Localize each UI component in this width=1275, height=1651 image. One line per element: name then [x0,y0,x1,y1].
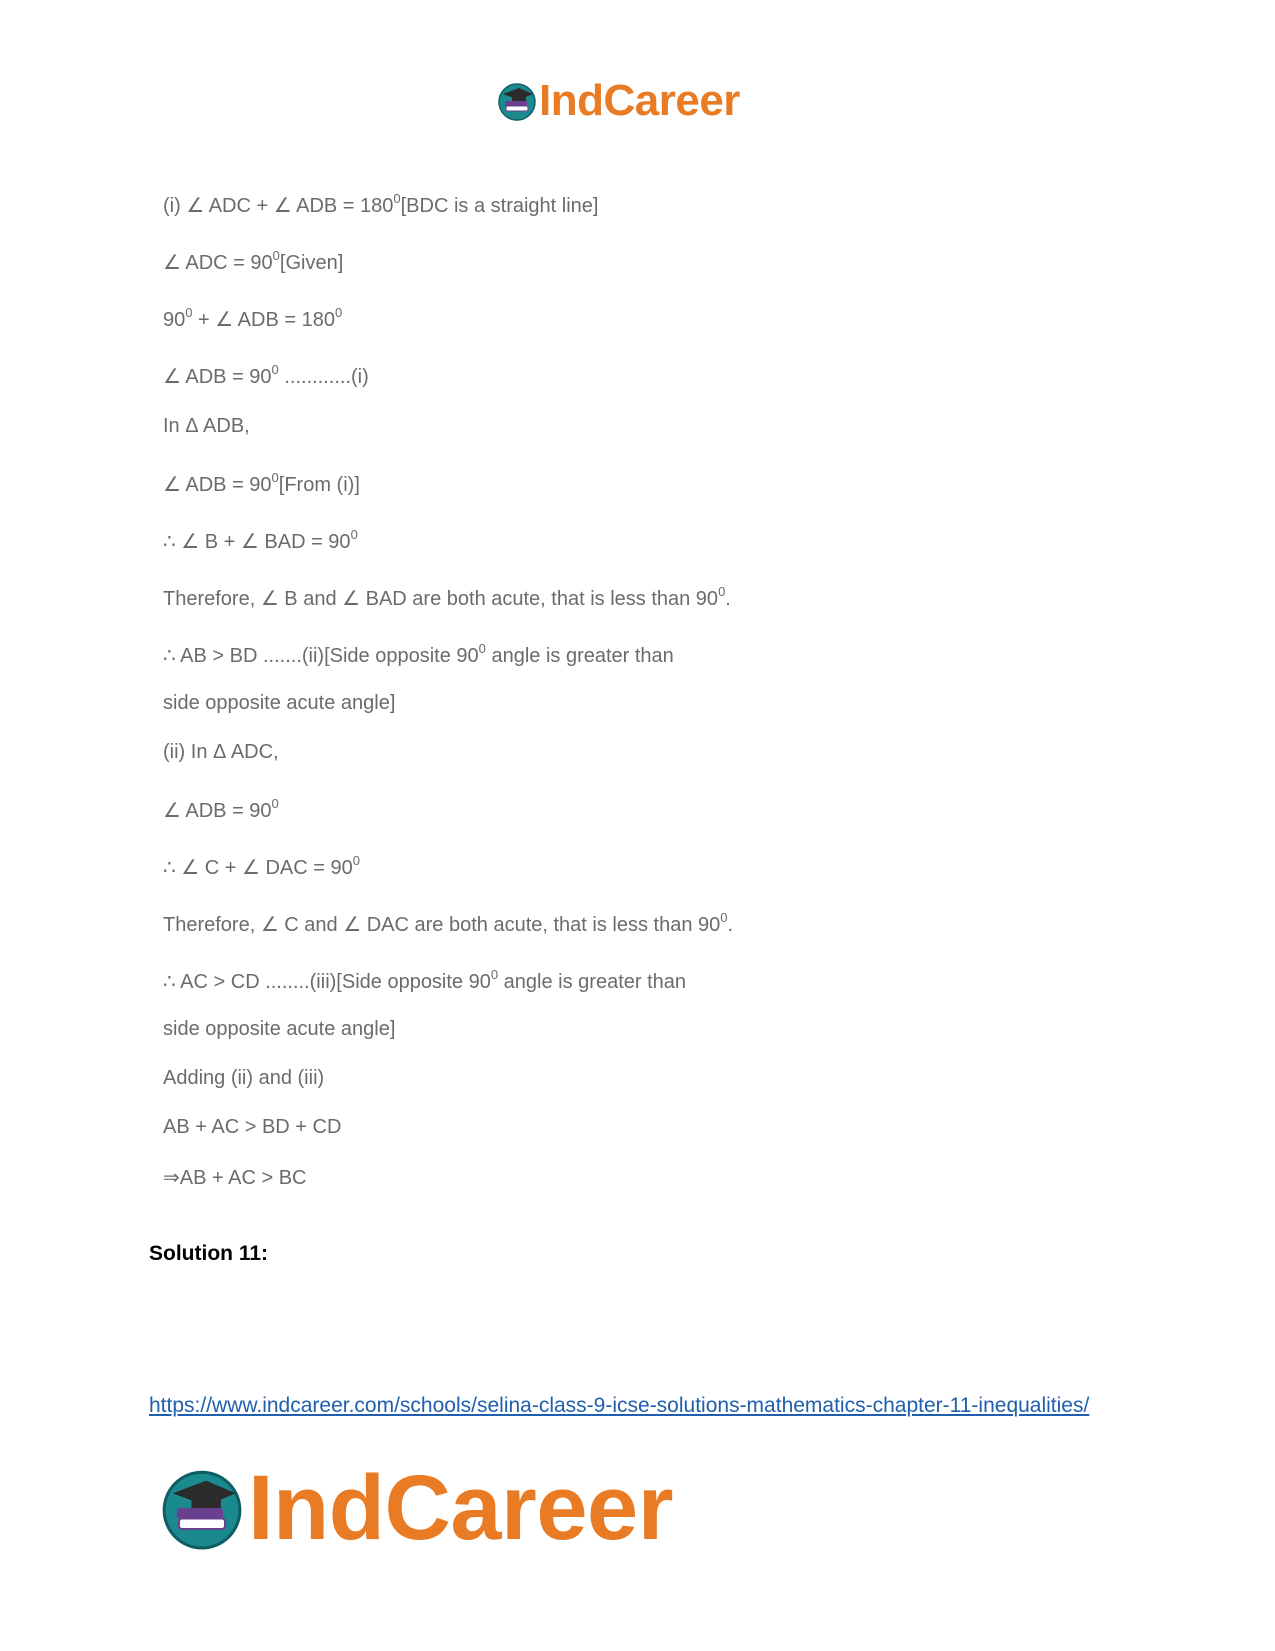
math-line: Therefore, ∠ C and ∠ DAC are both acute, that is less than $90^0$. [163,910,734,936]
math-line: side opposite acute angle] [163,692,396,714]
math-line: (ii) In Δ ADC, [163,741,279,763]
math-line: ∠ ADC = $90^0[Given]$ [163,248,344,274]
graduation-globe-icon [160,1466,244,1550]
header-logo [497,78,740,124]
math-line: AB + AC > BD + CD [163,1116,342,1138]
math-line: ∴ ∠ B + ∠ BAD = $90^0$ [163,527,358,553]
footer-logo [160,1457,673,1559]
math-line: Therefore, ∠ B and ∠ BAD are both acute, that is less than $90^0$. [163,584,731,610]
math-line: side opposite acute angle] [163,1018,396,1040]
source-url-link[interactable]: https://www.indcareer.com/schools/selina-class-9-icse-solutions-mathematics-chapter-11-inequalities/ [149,1394,1090,1417]
math-line: ⇒AB + AC > BC [163,1167,307,1189]
math-line: ∠ ADB = $90^0$ [163,796,279,822]
math-line: (i) ∠ ADC + ∠ ADB = $180^0[BDC$ is a straight line] [163,191,599,217]
math-line: ∴ AC > CD ........(iii)[Side opposite $90^0$ angle is greater than [163,967,687,993]
math-line: ∴ AB > BD .......(ii)[Side opposite $90^0$ angle is greater than [163,641,674,667]
solution-heading: Solution 11: [149,1242,269,1265]
math-line: Adding (ii) and (iii) [163,1067,325,1089]
math-line: $90^0$ + ∠ ADB = $180^0$ [163,305,343,331]
math-line: In Δ ADB, [163,415,250,437]
math-line: ∠ ADB = $90^0$ ............(i) [163,362,369,388]
graduation-globe-icon [497,81,537,121]
math-line: ∠ ADB = $90^0[From$ (i)] [163,470,360,496]
math-line: ∴ ∠ C + ∠ DAC = $90^0$ [163,853,360,879]
logo-text: IndCareer [248,1457,673,1559]
logo-text: IndCareer [539,76,740,125]
